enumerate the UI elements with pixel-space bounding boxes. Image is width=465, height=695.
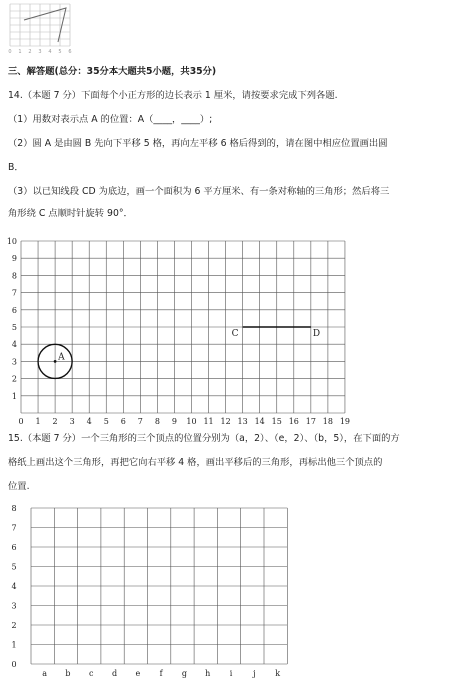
y-tick-label: 8	[11, 271, 17, 281]
y-tick-label: 0	[11, 660, 17, 669]
q14-part3: （3）以已知线段 CD 为底边，画一个面积为 6 平方厘米、有一条对称轴的三角形；然后将三	[8, 186, 390, 197]
x-tick-label: 10	[186, 417, 197, 426]
x-tick-label: 11	[203, 417, 214, 426]
label-a: A	[58, 352, 65, 363]
y-tick-label: 2	[11, 374, 17, 384]
thumbnail-tick-label: 1	[18, 49, 22, 55]
y-tick-label: 6	[11, 543, 17, 552]
y-tick-label: 8	[11, 504, 17, 513]
x-tick-label: 7	[137, 417, 143, 426]
thumbnail-tick-label: 2	[28, 49, 32, 55]
q14-part3-cont: 角形绕 C 点顺时针旋转 90°．	[8, 208, 133, 219]
y-tick-label: 3	[11, 357, 17, 367]
label-c: C	[231, 329, 239, 339]
x-letter-label: f	[159, 669, 163, 678]
y-tick-label: 5	[11, 562, 17, 572]
q15-stem-cont: 格纸上画出这个三角形，再把它向右平移 4 格，画出平移后的三角形，再标出他三个顶点的	[8, 457, 383, 468]
x-letter-label: a	[42, 669, 48, 678]
point-a-dot	[54, 360, 57, 363]
x-letter-label: j	[253, 669, 256, 678]
x-tick-label: 18	[322, 417, 333, 426]
x-tick-label: 3	[69, 417, 75, 426]
q14-part2-cont: B．	[8, 162, 24, 173]
y-tick-label: 5	[11, 323, 17, 332]
thumbnail-tick-label: 0	[8, 49, 12, 55]
x-tick-label: 8	[154, 417, 160, 426]
x-tick-label: 13	[237, 417, 248, 426]
x-tick-label: 14	[254, 417, 265, 426]
y-tick-label: 2	[11, 621, 17, 630]
y-tick-label: 4	[11, 340, 17, 350]
q15-letter-grid	[0, 498, 465, 695]
x-letter-label: e	[135, 669, 141, 678]
previous-figure-thumbnail	[4, 0, 80, 55]
thumbnail-tick-label: 6	[68, 49, 72, 55]
x-tick-label: 0	[18, 417, 24, 426]
x-tick-label: 15	[271, 417, 282, 426]
x-tick-label: 17	[305, 417, 316, 426]
q15-stem: 15.（本题 7 分）一个三角形的三个顶点的位置分别为（a，2）、（e，2）、（b，5），在下面的方	[8, 433, 400, 444]
label-d: D	[312, 329, 321, 339]
x-tick-label: 4	[86, 417, 92, 426]
x-tick-label: 12	[220, 417, 231, 426]
x-tick-label: 1	[35, 417, 41, 426]
q14-part2: （2）圆 A 是由圆 B 先向下平移 5 格，再向左平移 6 格后得到的，请在图中相应位置画出圆	[8, 138, 388, 149]
x-tick-label: 19	[339, 417, 351, 426]
y-tick-label: 4	[11, 582, 17, 591]
x-tick-label: 5	[103, 417, 109, 426]
q14-stem: 14.（本题 7 分）下面每个小正方形的边长表示 1 厘米，请按要求完成下列各题.	[8, 90, 338, 101]
x-letter-label: h	[205, 669, 211, 678]
q15-stem-cont2: 位置.	[8, 481, 30, 492]
x-tick-label: 2	[52, 417, 58, 426]
y-tick-label: 6	[11, 305, 17, 315]
x-tick-label: 9	[171, 417, 177, 426]
x-letter-label: c	[89, 669, 94, 678]
x-tick-label: 16	[288, 417, 299, 426]
x-letter-label: d	[111, 669, 118, 678]
x-letter-label: b	[65, 669, 71, 678]
y-tick-label: 10	[6, 237, 17, 246]
y-tick-label: 1	[11, 640, 17, 650]
x-letter-label: g	[181, 669, 188, 678]
x-letter-label: i	[229, 669, 233, 678]
section-heading: 三、解答题(总分：35分本大题共5小题，共35分)	[8, 66, 217, 77]
y-tick-label: 7	[11, 288, 17, 298]
x-tick-label: 6	[120, 417, 126, 426]
thumbnail-tick-label: 5	[58, 49, 62, 55]
y-tick-label: 3	[11, 601, 17, 611]
y-tick-label: 7	[11, 523, 17, 533]
y-tick-label: 1	[11, 391, 17, 401]
thumbnail-tick-label: 4	[48, 49, 52, 55]
q14-part1: （1）用数对表示点 A 的位置：A（____，____）;	[8, 114, 213, 125]
thumbnail-tick-label: 3	[38, 49, 42, 55]
x-letter-label: k	[275, 669, 281, 678]
y-tick-label: 9	[11, 254, 17, 264]
q14-coordinate-grid	[0, 228, 465, 428]
